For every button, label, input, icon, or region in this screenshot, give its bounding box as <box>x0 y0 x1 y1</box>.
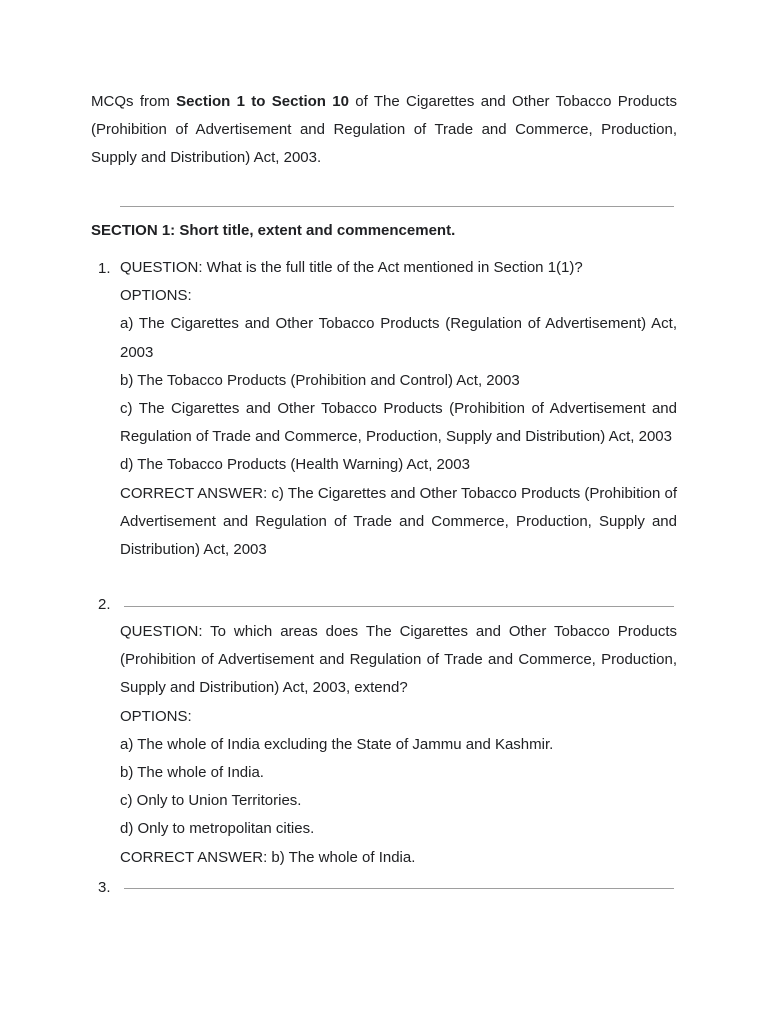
section-heading: SECTION 1: Short title, extent and commencement. <box>91 222 456 239</box>
options-label: OPTIONS: <box>120 707 192 725</box>
option-a: a) The whole of India excluding the State of Jammu and Kashmir. <box>120 735 554 753</box>
divider <box>124 606 674 607</box>
option-a: a) The Cigarettes and Other Tobacco Products (Regulation of Advertisement) Act, 2003 <box>120 315 677 361</box>
correct-answer: CORRECT ANSWER: b) The whole of India. <box>120 848 416 866</box>
option-b: b) The Tobacco Products (Prohibition and Control) Act, 2003 <box>120 371 520 389</box>
option-c: c) Only to Union Territories. <box>120 792 302 810</box>
correct-answer: CORRECT ANSWER: c) The Cigarettes and Other Tobacco Products (Prohibition of Advertisement and Regulation of Trade and Commerce, Production, Supply and Distribution) Act, 2003 <box>120 484 677 559</box>
divider <box>124 888 674 889</box>
option-c: c) The Cigarettes and Other Tobacco Products (Prohibition of Advertisement and Regulation of Trade and Commerce, Production, Supply and Distribution) Act, 2003 <box>120 400 677 446</box>
question-number: 2. <box>98 596 111 613</box>
intro-suffix: of The Cigarettes and Other Tobacco Products (Prohibition of Advertisement and Regulation of Trade and Commerce, Production, Supply and Distribution) Act, 2003. <box>91 93 677 167</box>
intro-paragraph <box>91 88 677 173</box>
question-text: QUESTION: To which areas does The Cigarettes and Other Tobacco Products (Prohibition of Advertisement and Regulation of Trade and Commerce, Production, Supply and Distribution) Act, 2003, extend? <box>120 623 677 697</box>
question-number: 3. <box>98 879 111 896</box>
question-block <box>120 618 677 872</box>
divider <box>120 206 674 207</box>
intro-prefix: MCQs from <box>91 93 177 110</box>
option-d: d) The Tobacco Products (Health Warning) Act, 2003 <box>120 456 470 474</box>
option-b: b) The whole of India. <box>120 764 264 782</box>
question-text: QUESTION: What is the full title of the Act mentioned in Section 1(1)? <box>120 259 583 276</box>
question-block <box>120 254 677 564</box>
question-number: 1. <box>98 260 111 277</box>
options-label: OPTIONS: <box>120 287 192 305</box>
intro-bold-range: Section 1 to Section 10 <box>176 93 349 110</box>
option-d: d) Only to metropolitan cities. <box>120 820 315 838</box>
